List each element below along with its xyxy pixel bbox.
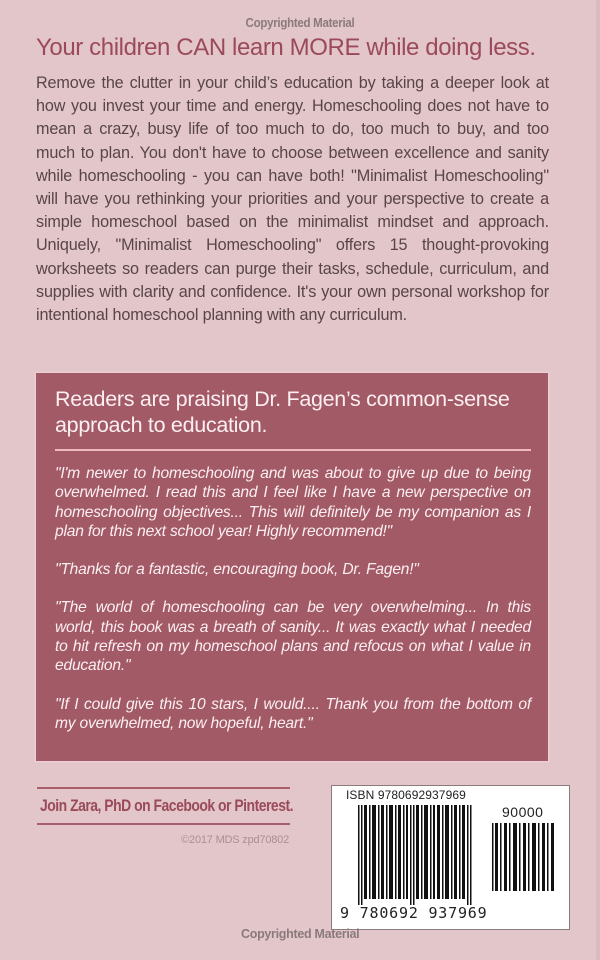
review-quote: "The world of homeschooling can be very overwhelming... In this world, this book was a breath of sanity... It was exactly what I needed to hit refresh on my homeschool plans and refocus on what I value in education." — [55, 599, 531, 675]
isbn-label: ISBN 9780692937969 — [346, 788, 466, 802]
isbn-digits: 9 780692 937969 — [340, 904, 488, 922]
review-list — [55, 464, 531, 752]
copyright-watermark-bottom: Copyrighted Material — [241, 927, 360, 941]
price-code: 90000 — [502, 804, 544, 820]
review-quote: "If I could give this 10 stars, I would.... Thank you from the bottom of my overwhelmed, now hopeful, heart." — [55, 695, 531, 732]
praise-divider — [55, 449, 531, 451]
social-callout — [37, 787, 293, 825]
supplement-barcode-icon — [492, 823, 556, 891]
copyright-notice: ©2017 MDS zpd70802 — [181, 834, 289, 846]
copyright-watermark-top: Copyrighted Material — [245, 16, 355, 30]
review-quote: "Thanks for a fantastic, encouraging book, Dr. Fagen!" — [55, 561, 419, 579]
social-text: Join Zara, PhD on Facebook or Pinterest. — [40, 796, 293, 815]
praise-box — [36, 373, 548, 761]
isbn-barcode — [331, 785, 570, 930]
social-rule-top — [37, 787, 290, 789]
page-edge — [596, 0, 600, 960]
headline: Your children CAN learn MORE while doing less. — [36, 34, 536, 61]
social-rule-bottom — [37, 823, 290, 825]
praise-title: Readers are praising Dr. Fagen’s common-sense approach to education. — [55, 387, 510, 437]
review-quote: "I'm newer to homeschooling and was about to give up due to being overwhelmed. I read this and I feel like I have a new perspective on homeschooling objectives... This will definitely be my companion as I plan for this next school year! Highly recommend!" — [55, 465, 531, 540]
book-description: Remove the clutter in your child’s education by taking a deeper look at how you invest your time and energy. Homeschooling does not have to mean a crazy, busy life of too much to do, too much to buy, and too much to plan. You don't have to choose between excellence and sanity while homeschooling - you can have both! "Minimalist Homeschooling" will have you rethinking your priorities and your perspective to create a simple homeschool based on the minimalist mindset and approach. Uniquely, "Minimalist Homeschooling" offers 15 thought-provoking worksheets so readers can purge their tasks, schedule, curriculum, and supplies with clarity and confidence. It's your own personal workshop for intentional homeschool planning with any curriculum. — [36, 74, 549, 325]
barcode-bars-icon — [358, 805, 472, 905]
